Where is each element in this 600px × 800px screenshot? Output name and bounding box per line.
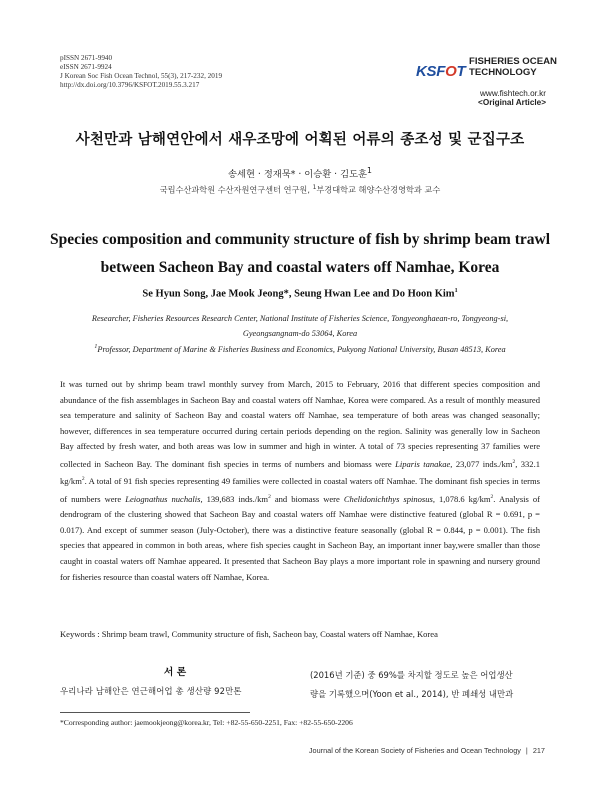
introduction-right-line-1: (2016년 기준) 중 69%를 차지할 정도로 높은 어업생산 xyxy=(310,670,513,680)
korean-authors-names: 송세현 · 정재묵* · 이승환 · 김도훈 xyxy=(228,169,368,181)
korean-affiliation-sup: 1 xyxy=(312,184,317,191)
page-number: 217 xyxy=(532,746,545,755)
abstract-part-4: . A total of 91 fish species representing 49 families were collected in coastal waters off Namhae. The dominant fish species in terms of numbers were xyxy=(60,476,540,504)
english-authors xyxy=(0,288,600,300)
korean-affiliation xyxy=(0,184,600,196)
english-authors-sup: 1 xyxy=(454,288,458,294)
keywords: Keywords : Shrimp beam trawl, Community structure of fish, Sacheon bay, Coastal waters off Namhae, Korea xyxy=(60,629,438,639)
english-title xyxy=(40,226,560,282)
doi-link[interactable]: http://dx.doi.org/10.3796/KSFOT.2019.55.3.217 xyxy=(60,81,200,89)
species-leiognathus-nuchalis: Leiognathus nuchalis xyxy=(125,493,201,504)
logo-line-1: FISHERIES OCEAN xyxy=(469,56,557,67)
journal-logo xyxy=(416,56,557,109)
page-footer xyxy=(60,746,545,755)
species-chelidonichthys-spinosus: Chelidonichthys spinosus xyxy=(343,493,433,504)
journal-metadata xyxy=(60,54,222,90)
footer-separator: | xyxy=(525,746,528,755)
korean-title: 사천만과 남해연안에서 새우조망에 어획된 어류의 종조성 및 군집구조 xyxy=(75,132,525,148)
abstract-part-5: , 139,683 inds./km xyxy=(200,493,269,504)
journal-url[interactable]: www.fishtech.or.kr xyxy=(480,89,546,98)
korean-authors-sup: 1 xyxy=(367,166,372,175)
affiliation-2-text: Professor, Department of Marine & Fisheries Business and Economics, Pukyong National University, Busan 48513, Korea xyxy=(97,344,506,354)
korean-affiliation-a: 국립수산과학원 수산자원연구센터 연구원, xyxy=(159,184,310,195)
english-affiliation-1 xyxy=(60,311,540,341)
corresponding-author-footnote: *Corresponding author: jaemookjeong@korea.kr, Tel: +82-55-650-2251, Fax: +82-55-650-2206 xyxy=(60,718,353,727)
ksfot-logo-mark: KSFOT xyxy=(416,63,466,80)
korean-affiliation-b: 부경대학교 해양수산경영학과 교수 xyxy=(316,184,441,195)
abstract-sup-3: 2 xyxy=(268,493,271,500)
abstract-sup-2: 2 xyxy=(81,476,85,483)
english-authors-names: Se Hyun Song, Jae Mook Jeong*, Seung Hwan Lee and Do Hoon Kim xyxy=(142,288,455,300)
abstract-part-6: and biomass were xyxy=(270,493,344,504)
footnote-divider xyxy=(60,712,250,713)
abstract-part-1: It was turned out by shrimp beam trawl monthly survey from March, 2015 to February, 2016 that different species composition and abundance of the fish assemblages in Sacheon Bay and coastal waters off Namhae, Korea were compared. As a result of monthly measured sea temperature and salinity of Sacheon Bay and coastal waters off Namhae, sea temperature of both areas was changed seasonally; however, differences in sea temperature occurred during certain periods depending on the region. Salinity was generally low in Sacheon Bay affected by fresh water, and both areas was low in summer and high in winter. A total of 73 species representing 37 families were collected in Sacheon Bay. The dominant fish species in terms of numbers and biomass were xyxy=(60,379,540,469)
english-title-line-1: Species composition and community structure of fish by shrimp beam trawl xyxy=(49,231,551,248)
abstract-part-7: , 1,078.6 kg/km xyxy=(432,493,491,504)
korean-authors xyxy=(0,166,600,180)
affiliation-1-line-2: Gyeongsangnam-do 53064, Korea xyxy=(242,329,358,338)
abstract-part-3: , 332.1 kg/km xyxy=(60,458,540,487)
abstract-part-2: , 23,077 inds./km xyxy=(450,458,513,469)
pissn-text: pISSN 2671-9940 xyxy=(60,54,113,62)
introduction-left-column: 우리나라 남해안은 연근해어업 총 생산량 92만톤 xyxy=(60,686,242,696)
footer-journal-name: Journal of the Korean Society of Fisheries and Ocean Technology xyxy=(308,746,521,755)
introduction-right-column xyxy=(310,666,542,704)
article-type: <Original Article> xyxy=(478,98,546,107)
abstract xyxy=(60,377,540,585)
eissn-text: eISSN 2671-9924 xyxy=(60,63,112,71)
citation-text: J Korean Soc Fish Ocean Technol, 55(3), 217-232, 2019 xyxy=(60,72,223,80)
affiliation-1-line-1: Researcher, Fisheries Resources Research Center, National Institute of Fisheries Science, Tongyeonghaean-ro, Tongyeong-si, xyxy=(91,314,509,323)
introduction-right-line-2: 량을 기록했으며(Yoon et al., 2014), 반 폐쇄성 내만과 xyxy=(310,689,514,699)
affiliation-2-sup: 1 xyxy=(94,344,98,350)
introduction-heading: 서 론 xyxy=(163,667,187,678)
english-title-line-2: between Sacheon Bay and coastal waters off Namhae, Korea xyxy=(100,259,500,276)
abstract-part-8: . Analysis of dendrogram of the clustering showed that Sacheon Bay and coastal waters off Namhae were distinctive featured (global R = 0.691, p = 0.017). And except of summer season (July-October), there was a distinctive feature seasonally (global R = 0.844, p = 0.001). The fish species that appeared in common in both areas, where fish species caught in Sacheon Bay, an important inner bay,were smaller than those caught in coastal waters off Namhae appeared. It presented that Sacheon Bay plays a more important role in spawning and nursery ground for fisheries resource than coastal waters off Namhae, Korea. xyxy=(60,493,540,582)
abstract-sup-1: 2 xyxy=(512,458,516,465)
abstract-sup-4: 2 xyxy=(490,493,494,500)
logo-line-2: TECHNOLOGY xyxy=(469,66,537,78)
journal-logo-text xyxy=(469,57,557,78)
species-liparis-tanakae: Liparis tanakae xyxy=(395,458,451,469)
english-affiliation-2 xyxy=(60,344,540,354)
